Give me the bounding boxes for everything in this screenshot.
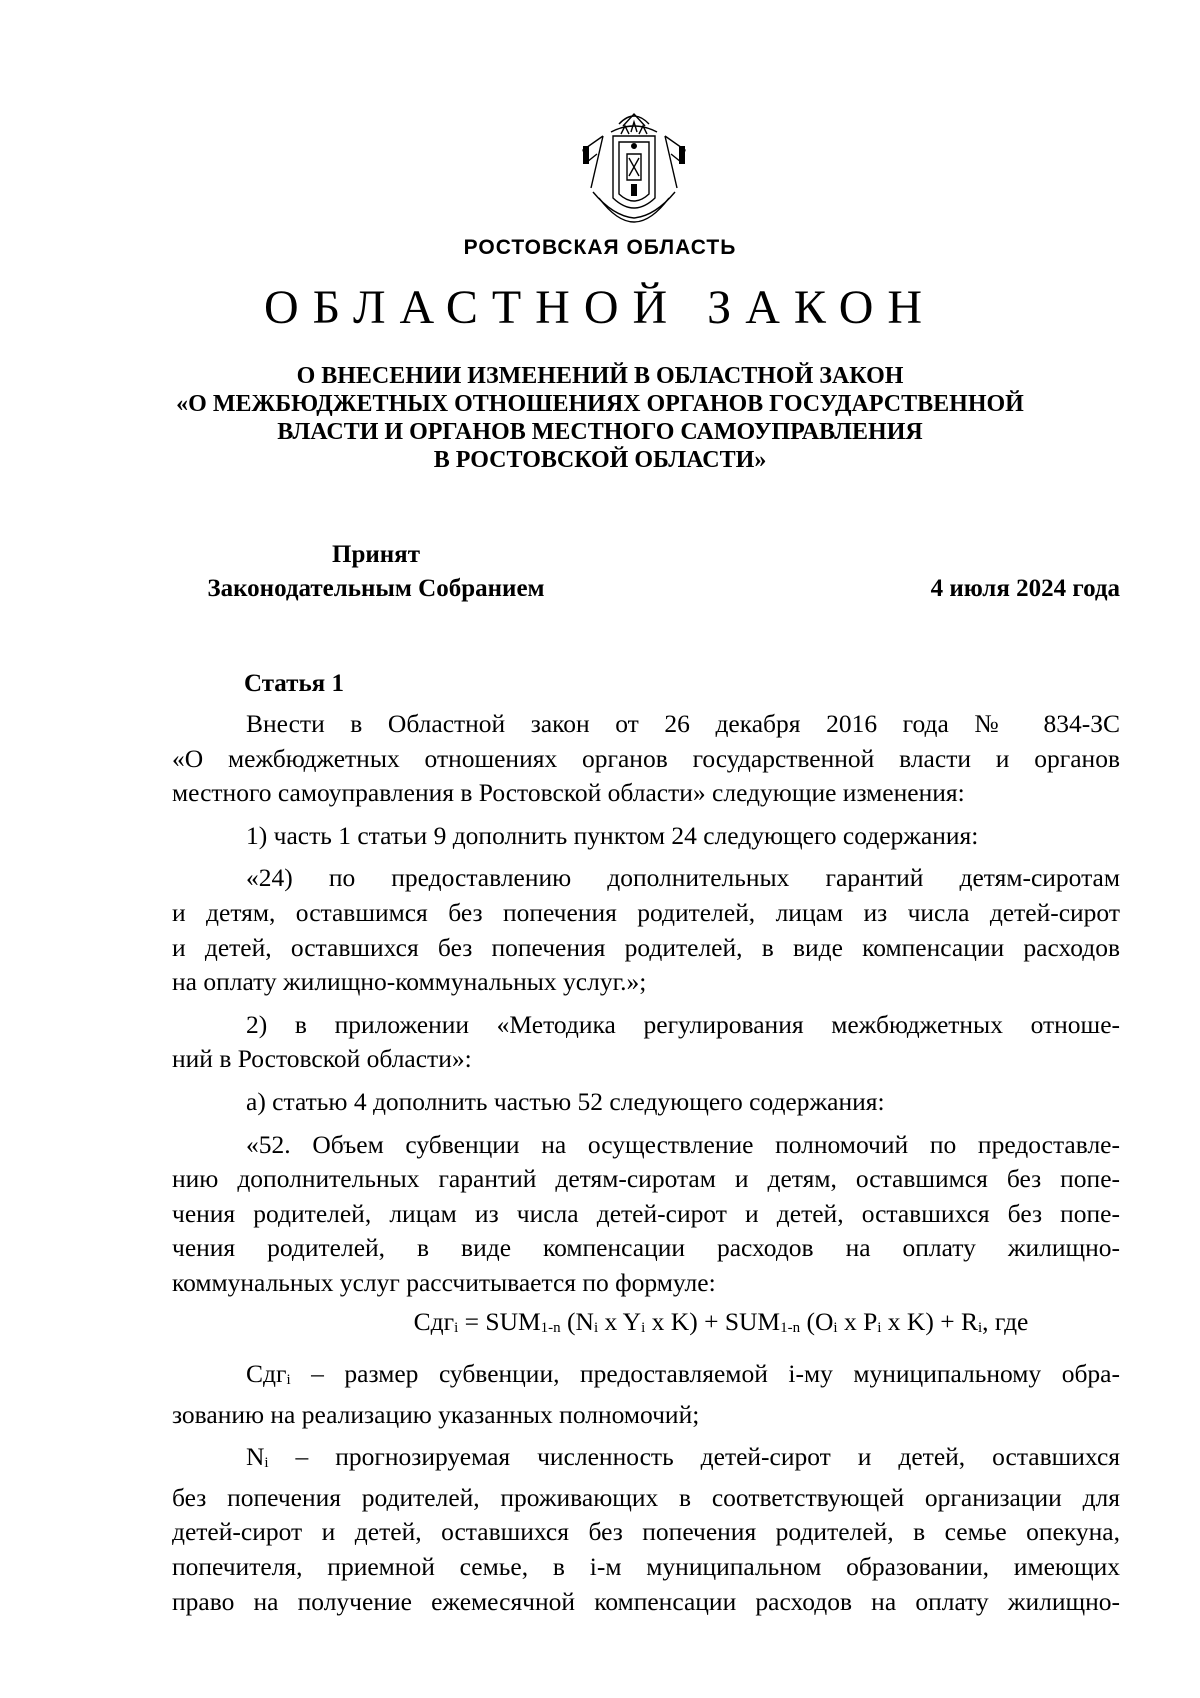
paragraph-quote-52 (172, 1128, 1120, 1301)
formula-subscript: i (833, 1319, 838, 1336)
formula-part: (N (560, 1306, 594, 1336)
formula-part: x K) + SUM (645, 1306, 781, 1336)
law-type-title: ОБЛАСТНОЙ ЗАКОН (263, 281, 937, 334)
formula-subscript: i (454, 1319, 459, 1336)
formula-subscript: i (977, 1319, 983, 1336)
article-heading: Статья 1 (244, 670, 344, 697)
text-line: зованию на реализацию указанных полномочий; (172, 1399, 700, 1429)
symbol-subscript: i (264, 1455, 269, 1472)
formula-part: Сдг (413, 1306, 455, 1336)
text-line: детей-сирот и детей, оставшихся без попечения родителей, в семье опекуна, (172, 1517, 1120, 1547)
text-line: нию дополнительных гарантий детям-сиротам и детям, оставшимся без попе- (172, 1164, 1120, 1194)
paragraph-quote-24 (172, 861, 1120, 999)
law-title (150, 362, 1050, 474)
paragraph-item-2 (172, 1008, 1120, 1077)
formula-part: = SUM (458, 1306, 541, 1336)
text-line: «24) по предоставлению дополнительных гарантий детям-сиротам (246, 863, 1120, 893)
text-line: 1) часть 1 статьи 9 дополнить пунктом 24 следующего содержания: (246, 820, 979, 850)
symbol-subscript: i (286, 1372, 291, 1389)
formula-part: x K) + R (881, 1306, 978, 1336)
text-line: и детей, оставшихся без попечения родителей, в виде компенсации расходов (172, 932, 1120, 962)
text-line: «О межбюджетных отношениях органов государственной власти и органов (172, 743, 1120, 773)
subsidy-formula (322, 1305, 1120, 1346)
text-line: право на получение ежемесячной компенсации расходов на оплату жилищно- (172, 1586, 1120, 1616)
definition-n (172, 1440, 1120, 1619)
symbol: Сдг (246, 1359, 287, 1389)
formula-subscript: i (877, 1319, 882, 1336)
formula-subscript: 1-n (540, 1319, 561, 1336)
formula-subscript: 1-n (780, 1319, 801, 1336)
paragraph-item-1 (172, 819, 1120, 854)
formula-part: x Y (598, 1306, 642, 1336)
law-title-line: ВЛАСТИ И ОРГАНОВ МЕСТНОГО САМОУПРАВЛЕНИЯ (277, 419, 923, 445)
text-line: коммунальных услуг рассчитывается по формуле: (172, 1267, 716, 1297)
adoption-line-body: Законодательным Собранием (207, 575, 545, 602)
definition-text: – прогнозируемая численность детей-сирот и детей, оставшихся (268, 1442, 1120, 1472)
text-line (172, 1357, 1120, 1398)
text-line: на оплату жилищно-коммунальных услуг.»; (172, 967, 647, 997)
symbol: N (246, 1442, 265, 1472)
text-line: 2) в приложении «Методика регулирования межбюджетных отноше- (246, 1009, 1120, 1039)
law-title-line: «О МЕЖБЮДЖЕТНЫХ ОТНОШЕНИЯХ ОРГАНОВ ГОСУДАРСТВЕННОЙ (176, 391, 1024, 417)
definition-text: – размер субвенции, предоставляемой i-му муниципальному обра- (290, 1359, 1120, 1389)
definition-sdg (172, 1357, 1120, 1432)
text-line: ний в Ростовской области»: (172, 1044, 472, 1074)
text-line: без попечения родителей, проживающих в соответствующей организации для (172, 1482, 1120, 1512)
text-line: чения родителей, лицам из числа детей-сирот и детей, оставшихся без попе- (172, 1198, 1120, 1228)
text-line (172, 1440, 1120, 1481)
text-line: чения родителей, в виде компенсации расходов на оплату жилищно- (172, 1233, 1120, 1263)
text-line: попечителя, приемной семье, в i-м муниципальном образовании, имеющих (172, 1552, 1120, 1582)
text-line: местного самоуправления в Ростовской области» следующие изменения: (172, 778, 965, 808)
formula-part: , где (982, 1306, 1029, 1336)
law-title-line: В РОСТОВСКОЙ ОБЛАСТИ» (433, 447, 767, 473)
paragraph-item-2a (172, 1085, 1120, 1120)
text-line: и детям, оставшимся без попечения родителей, лицам из числа детей-сирот (172, 897, 1120, 927)
text-line: «52. Объем субвенции на осуществление полномочий по предоставле- (246, 1129, 1120, 1159)
formula-part: (O (800, 1306, 834, 1336)
formula-subscript: i (641, 1319, 646, 1336)
adoption-block (176, 538, 576, 606)
article-body (172, 707, 1120, 1627)
adoption-date: 4 июля 2024 года (930, 575, 1120, 602)
law-title-line: О ВНЕСЕНИИ ИЗМЕНЕНИЙ В ОБЛАСТНОЙ ЗАКОН (296, 363, 904, 389)
adoption-line-accepted: Принят (332, 541, 420, 568)
text-line: Внести в Областной закон от 26 декабря 2016 года № 834-ЗС (246, 709, 1120, 738)
formula-part: x P (837, 1306, 878, 1336)
region-name: РОСТОВСКАЯ ОБЛАСТЬ (463, 236, 737, 259)
paragraph-intro (172, 707, 1120, 811)
coat-of-arms-icon (573, 106, 695, 228)
text-line: а) статью 4 дополнить частью 52 следующего содержания: (246, 1086, 885, 1116)
formula-subscript: i (593, 1319, 599, 1336)
